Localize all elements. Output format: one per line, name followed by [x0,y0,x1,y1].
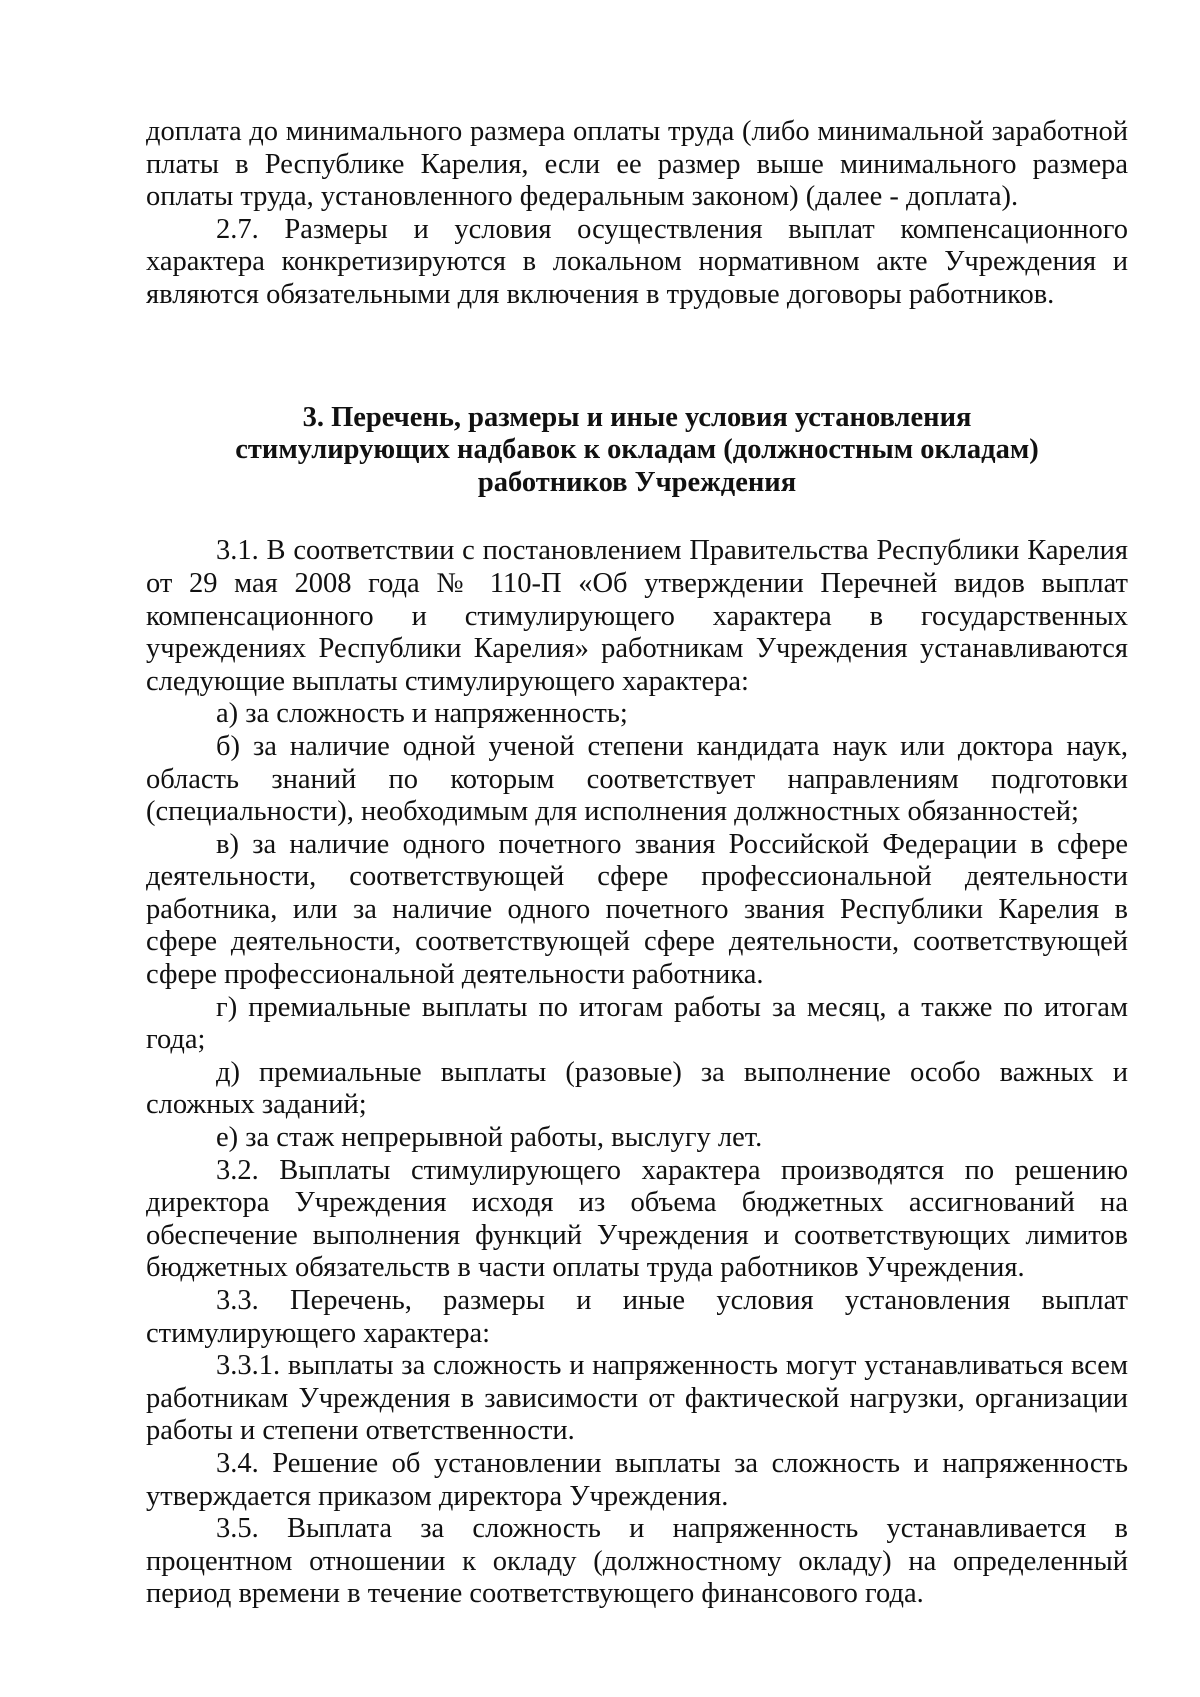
list-item-b: б) за наличие одной ученой степени кандидата наук или доктора наук, область знаний по которым соответствует направлениям подготовки (специальности), необходимым для исполнения должностных обязанностей; [146,730,1128,828]
section-heading-line: стимулирующих надбавок к окладам (должностным окладам) [235,434,1039,466]
document-page [146,116,1128,1611]
paragraph-3-4: 3.4. Решение об установлении выплаты за сложность и напряженность утверждается приказом директора Учреждения. [146,1447,1128,1512]
list-item-v: в) за наличие одного почетного звания Российской Федерации в сфере деятельности, соответствующей сфере профессиональной деятельности работника, или за наличие одного почетного звания Республики Карелия в сфере деятельности, соответствующей сфере деятельности, соответствующей сфере профессиональной деятельности работника. [146,828,1128,991]
section-3-heading [146,402,1128,500]
list-item-d: д) премиальные выплаты (разовые) за выполнение особо важных и сложных заданий; [146,1056,1128,1121]
section-heading-line: работников Учреждения [477,466,797,498]
list-item-g: г) премиальные выплаты по итогам работы за месяц, а также по итогам года; [146,991,1128,1056]
paragraph-3-3-1: 3.3.1. выплаты за сложность и напряженность могут устанавливаться всем работникам Учреждения в зависимости от фактической нагрузки, организации работы и степени ответственности. [146,1350,1128,1447]
list-item-e: е) за стаж непрерывной работы, выслугу лет. [216,1122,763,1154]
paragraph-3-1: 3.1. В соответствии с постановлением Правительства Республики Карелия от 29 мая 2008 года № 110-П «Об утверждении Перечней видов выплат компенсационного и стимулирующего характера в государственных учреждениях Республики Карелия» работникам Учреждения устанавливаются следующие выплаты стимулирующего характера: [146,535,1128,697]
paragraph-3-3: 3.3. Перечень, размеры и иные условия установления выплат стимулирующего характера: [146,1285,1128,1349]
list-item-a: а) за сложность и напряженность; [216,698,628,730]
section-heading-line: 3. Перечень, размеры и иные условия установления [302,401,972,433]
paragraph-minimum-wage-supplement: доплата до минимального размера оплаты труда (либо минимальной заработной платы в Республике Карелия, если ее размер выше минимального размера оплаты труда, установленного федеральным законом) (далее - доплата). [146,116,1128,213]
paragraph-3-5: 3.5. Выплата за сложность и напряженность устанавливается в процентном отношении к окладу (должностному окладу) на определенный период времени в течение соответствующего финансового года. [146,1513,1128,1610]
paragraph-2-7: 2.7. Размеры и условия осуществления выплат компенсационного характера конкретизируются в локальном нормативном акте Учреждения и являются обязательными для включения в трудовые договоры работников. [146,213,1128,310]
paragraph-3-2: 3.2. Выплаты стимулирующего характера производятся по решению директора Учреждения исходя из объема бюджетных ассигнований на обеспечение выполнения функций Учреждения и соответствующих лимитов бюджетных обязательств в части оплаты труда работников Учреждения. [146,1154,1128,1284]
